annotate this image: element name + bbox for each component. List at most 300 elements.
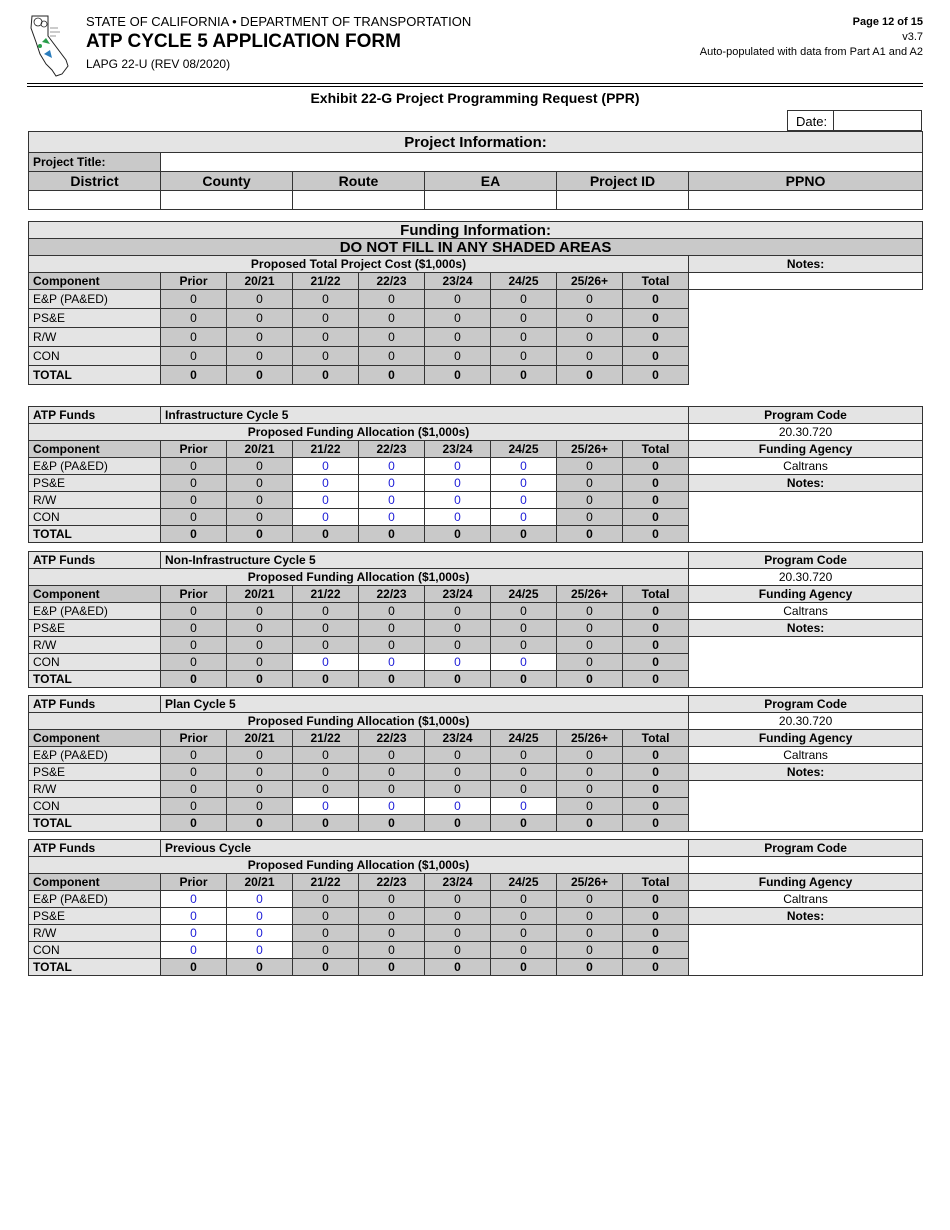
cell-total: 0 <box>623 637 689 654</box>
cell-prior: 0 <box>161 328 227 347</box>
cell-25-26-plus: 0 <box>557 366 623 385</box>
agency-name: STATE OF CALIFORNIA • DEPARTMENT OF TRANSPORTATION <box>86 14 472 29</box>
cell-20-21: 0 <box>227 764 293 781</box>
cell-prior: 0 <box>161 654 227 671</box>
cell-21-22: 0 <box>293 347 359 366</box>
cell-21-22[interactable]: 0 <box>293 798 359 815</box>
notes-field[interactable] <box>689 781 923 832</box>
column-prior: Prior <box>161 586 227 603</box>
column-22-23: 22/23 <box>359 874 425 891</box>
fund-name: Non-Infrastructure Cycle 5 <box>161 552 689 569</box>
cell-23-24: 0 <box>425 925 491 942</box>
cell-23-24: 0 <box>425 747 491 764</box>
column-24-25: 24/25 <box>491 441 557 458</box>
row-ep-paed <box>29 891 923 908</box>
cell-22-23: 0 <box>359 781 425 798</box>
cell-22-23: 0 <box>359 815 425 832</box>
column-prior: Prior <box>161 874 227 891</box>
cell-21-22: 0 <box>293 603 359 620</box>
row-pse <box>29 620 923 637</box>
cell-20-21: 0 <box>227 603 293 620</box>
cell-23-24[interactable]: 0 <box>425 475 491 492</box>
cell-24-25[interactable]: 0 <box>491 458 557 475</box>
cell-prior: 0 <box>161 366 227 385</box>
caltrans-atp-logo <box>28 14 72 78</box>
form-title: ATP CYCLE 5 APPLICATION FORM <box>86 31 401 52</box>
cell-23-24: 0 <box>425 290 491 309</box>
cell-total: 0 <box>623 309 689 328</box>
program-code-value: 20.30.720 <box>689 569 923 586</box>
cell-21-22: 0 <box>293 891 359 908</box>
cell-20-21: 0 <box>227 815 293 832</box>
cell-25-26-plus: 0 <box>557 798 623 815</box>
total-project-cost-table <box>28 221 923 385</box>
fund-label: ATP Funds <box>29 696 161 713</box>
cell-22-23: 0 <box>359 908 425 925</box>
total-cost-subheading: Proposed Total Project Cost ($1,000s) <box>29 256 689 273</box>
column-ea: EA <box>425 172 557 191</box>
column-23-24: 23/24 <box>425 730 491 747</box>
cell-20-21: 0 <box>227 654 293 671</box>
component-label: CON <box>29 654 161 671</box>
cell-prior: 0 <box>161 347 227 366</box>
cell-24-25: 0 <box>491 959 557 976</box>
cell-23-24[interactable]: 0 <box>425 654 491 671</box>
cell-24-25: 0 <box>491 526 557 543</box>
notes-field[interactable] <box>689 492 923 543</box>
cell-total: 0 <box>623 492 689 509</box>
cell-20-21: 0 <box>227 509 293 526</box>
fund-name: Previous Cycle <box>161 840 689 857</box>
county-field[interactable] <box>161 191 293 210</box>
cell-25-26-plus: 0 <box>557 509 623 526</box>
column-20-21: 20/21 <box>227 441 293 458</box>
cell-24-25: 0 <box>491 637 557 654</box>
cell-total: 0 <box>623 654 689 671</box>
cell-total: 0 <box>623 925 689 942</box>
ppno-field[interactable] <box>689 191 923 210</box>
cell-24-25: 0 <box>491 671 557 688</box>
cell-24-25[interactable]: 0 <box>491 475 557 492</box>
cell-22-23: 0 <box>359 891 425 908</box>
column-23-24: 23/24 <box>425 874 491 891</box>
cell-24-25[interactable]: 0 <box>491 509 557 526</box>
cell-total: 0 <box>623 764 689 781</box>
column-21-22: 21/22 <box>293 874 359 891</box>
column-district: District <box>29 172 161 191</box>
cell-21-22: 0 <box>293 366 359 385</box>
cell-21-22: 0 <box>293 620 359 637</box>
cell-total: 0 <box>623 798 689 815</box>
cell-25-26-plus: 0 <box>557 959 623 976</box>
funding-agency-value: Caltrans <box>689 891 923 908</box>
cell-23-24[interactable]: 0 <box>425 798 491 815</box>
cell-20-21: 0 <box>227 671 293 688</box>
program-code-value: 20.30.720 <box>689 424 923 441</box>
cell-21-22: 0 <box>293 328 359 347</box>
cell-total: 0 <box>623 603 689 620</box>
cell-20-21: 0 <box>227 492 293 509</box>
allocation-subheading: Proposed Funding Allocation ($1,000s) <box>29 857 689 874</box>
cell-22-23: 0 <box>359 925 425 942</box>
cell-23-24: 0 <box>425 908 491 925</box>
funding-agency-label: Funding Agency <box>689 586 923 603</box>
cell-24-25: 0 <box>491 891 557 908</box>
cell-prior: 0 <box>161 959 227 976</box>
cell-20-21: 0 <box>227 637 293 654</box>
cell-prior[interactable]: 0 <box>161 925 227 942</box>
component-label: CON <box>29 942 161 959</box>
cell-21-22[interactable]: 0 <box>293 654 359 671</box>
program-code-value[interactable] <box>689 857 923 874</box>
funding-agency-label: Funding Agency <box>689 441 923 458</box>
funding-information-heading: Funding Information: <box>29 222 923 239</box>
component-label: PS&E <box>29 309 161 328</box>
cell-23-24: 0 <box>425 620 491 637</box>
row-rw <box>29 328 923 347</box>
notes-field[interactable] <box>689 273 923 290</box>
cell-prior: 0 <box>161 309 227 328</box>
funding-agency-value: Caltrans <box>689 747 923 764</box>
page-number: Page 12 of 15 <box>852 16 923 28</box>
fund-name: Plan Cycle 5 <box>161 696 689 713</box>
cell-22-23[interactable]: 0 <box>359 654 425 671</box>
cell-25-26-plus: 0 <box>557 637 623 654</box>
column-component: Component <box>29 874 161 891</box>
fund-label: ATP Funds <box>29 840 161 857</box>
cell-20-21: 0 <box>227 366 293 385</box>
cell-total: 0 <box>623 347 689 366</box>
column-24-25: 24/25 <box>491 874 557 891</box>
column-ppno: PPNO <box>689 172 923 191</box>
district-field[interactable] <box>29 191 161 210</box>
cell-prior[interactable]: 0 <box>161 908 227 925</box>
cell-25-26-plus: 0 <box>557 309 623 328</box>
notes-label: Notes: <box>689 764 923 781</box>
auto-populated-note: Auto-populated with data from Part A1 and A2 <box>699 46 923 58</box>
cell-22-23: 0 <box>359 764 425 781</box>
component-label: PS&E <box>29 908 161 925</box>
fund-label: ATP Funds <box>29 407 161 424</box>
column-23-24: 23/24 <box>425 441 491 458</box>
cell-24-25[interactable]: 0 <box>491 798 557 815</box>
column-component: Component <box>29 586 161 603</box>
funding-agency-value: Caltrans <box>689 603 923 620</box>
project-information-heading: Project Information: <box>29 132 923 153</box>
allocation-subheading: Proposed Funding Allocation ($1,000s) <box>29 424 689 441</box>
program-code-label: Program Code <box>689 552 923 569</box>
cell-21-22: 0 <box>293 637 359 654</box>
cell-20-21[interactable]: 0 <box>227 891 293 908</box>
column-22-23: 22/23 <box>359 586 425 603</box>
component-label: E&P (PA&ED) <box>29 891 161 908</box>
cell-25-26-plus: 0 <box>557 347 623 366</box>
row-rw <box>29 781 923 798</box>
cell-25-26-plus: 0 <box>557 925 623 942</box>
column-20-21: 20/21 <box>227 874 293 891</box>
cell-21-22[interactable]: 0 <box>293 492 359 509</box>
cell-23-24: 0 <box>425 309 491 328</box>
cell-20-21: 0 <box>227 526 293 543</box>
cell-prior[interactable]: 0 <box>161 942 227 959</box>
cell-prior: 0 <box>161 798 227 815</box>
cell-25-26-plus: 0 <box>557 620 623 637</box>
form-version: v3.7 <box>902 31 923 43</box>
cell-23-24: 0 <box>425 366 491 385</box>
cell-total: 0 <box>623 908 689 925</box>
column-total: Total <box>623 273 689 290</box>
cell-prior: 0 <box>161 671 227 688</box>
cell-22-23: 0 <box>359 620 425 637</box>
column-total: Total <box>623 730 689 747</box>
column-20-21: 20/21 <box>227 586 293 603</box>
cell-prior: 0 <box>161 764 227 781</box>
cell-total: 0 <box>623 620 689 637</box>
cell-22-23[interactable]: 0 <box>359 475 425 492</box>
cell-23-24[interactable]: 0 <box>425 458 491 475</box>
cell-20-21: 0 <box>227 475 293 492</box>
cell-23-24: 0 <box>425 526 491 543</box>
allocation-subheading: Proposed Funding Allocation ($1,000s) <box>29 713 689 730</box>
cell-25-26-plus: 0 <box>557 764 623 781</box>
row-con <box>29 347 923 366</box>
cell-22-23: 0 <box>359 309 425 328</box>
cell-21-22[interactable]: 0 <box>293 509 359 526</box>
cell-22-23[interactable]: 0 <box>359 509 425 526</box>
cell-22-23: 0 <box>359 328 425 347</box>
component-label: R/W <box>29 492 161 509</box>
cell-24-25: 0 <box>491 925 557 942</box>
cell-23-24: 0 <box>425 328 491 347</box>
cell-24-25[interactable]: 0 <box>491 492 557 509</box>
cell-25-26-plus: 0 <box>557 290 623 309</box>
cell-prior: 0 <box>161 290 227 309</box>
cell-25-26-plus: 0 <box>557 526 623 543</box>
row-pse <box>29 475 923 492</box>
cell-21-22: 0 <box>293 815 359 832</box>
cell-22-23: 0 <box>359 671 425 688</box>
cell-24-25: 0 <box>491 764 557 781</box>
cell-24-25: 0 <box>491 781 557 798</box>
cell-25-26-plus: 0 <box>557 654 623 671</box>
column-21-22: 21/22 <box>293 586 359 603</box>
cell-21-22[interactable]: 0 <box>293 475 359 492</box>
notes-field[interactable] <box>689 637 923 688</box>
column-prior: Prior <box>161 730 227 747</box>
date-input[interactable] <box>833 110 923 131</box>
cell-24-25: 0 <box>491 366 557 385</box>
cell-total: 0 <box>623 458 689 475</box>
fund-section-table <box>28 551 923 688</box>
project-information-table <box>28 131 923 210</box>
column-prior: Prior <box>161 441 227 458</box>
column-project-id: Project ID <box>557 172 689 191</box>
fund-section-table <box>28 839 923 976</box>
column-22-23: 22/23 <box>359 273 425 290</box>
cell-23-24: 0 <box>425 671 491 688</box>
cell-prior: 0 <box>161 475 227 492</box>
cell-22-23: 0 <box>359 959 425 976</box>
cell-total: 0 <box>623 959 689 976</box>
cell-21-22[interactable]: 0 <box>293 458 359 475</box>
column-25-26-plus: 25/26+ <box>557 730 623 747</box>
cell-prior: 0 <box>161 603 227 620</box>
cell-23-24: 0 <box>425 764 491 781</box>
project-title-field[interactable] <box>161 153 923 172</box>
component-label: PS&E <box>29 620 161 637</box>
cell-22-23: 0 <box>359 290 425 309</box>
column-route: Route <box>293 172 425 191</box>
component-label: E&P (PA&ED) <box>29 747 161 764</box>
cell-22-23[interactable]: 0 <box>359 492 425 509</box>
cell-21-22: 0 <box>293 925 359 942</box>
cell-prior: 0 <box>161 637 227 654</box>
cell-25-26-plus: 0 <box>557 747 623 764</box>
cell-20-21: 0 <box>227 458 293 475</box>
cell-23-24[interactable]: 0 <box>425 509 491 526</box>
cell-21-22: 0 <box>293 781 359 798</box>
cell-total: 0 <box>623 942 689 959</box>
cell-22-23: 0 <box>359 747 425 764</box>
cell-21-22: 0 <box>293 908 359 925</box>
row-total <box>29 366 923 385</box>
date-label: Date: <box>796 114 828 129</box>
cell-24-25: 0 <box>491 908 557 925</box>
column-24-25: 24/25 <box>491 730 557 747</box>
cell-total: 0 <box>623 328 689 347</box>
row-rw <box>29 637 923 654</box>
funding-agency-label: Funding Agency <box>689 730 923 747</box>
row-pse <box>29 309 923 328</box>
cell-total: 0 <box>623 509 689 526</box>
cell-21-22: 0 <box>293 959 359 976</box>
column-22-23: 22/23 <box>359 730 425 747</box>
cell-22-23: 0 <box>359 637 425 654</box>
cell-22-23: 0 <box>359 603 425 620</box>
cell-20-21: 0 <box>227 309 293 328</box>
route-field[interactable] <box>293 191 425 210</box>
cell-25-26-plus: 0 <box>557 492 623 509</box>
component-label: PS&E <box>29 764 161 781</box>
cell-25-26-plus: 0 <box>557 908 623 925</box>
cell-25-26-plus: 0 <box>557 815 623 832</box>
cell-24-25: 0 <box>491 328 557 347</box>
notes-label: Notes: <box>689 256 923 273</box>
row-rw <box>29 492 923 509</box>
component-label: R/W <box>29 637 161 654</box>
cell-23-24: 0 <box>425 815 491 832</box>
cell-20-21: 0 <box>227 781 293 798</box>
cell-25-26-plus: 0 <box>557 942 623 959</box>
cell-24-25: 0 <box>491 815 557 832</box>
cell-25-26-plus: 0 <box>557 475 623 492</box>
column-25-26-plus: 25/26+ <box>557 273 623 290</box>
funding-agency-label: Funding Agency <box>689 874 923 891</box>
cell-20-21: 0 <box>227 347 293 366</box>
cell-22-23: 0 <box>359 366 425 385</box>
cell-20-21[interactable]: 0 <box>227 925 293 942</box>
cell-total: 0 <box>623 290 689 309</box>
cell-22-23: 0 <box>359 942 425 959</box>
cell-prior: 0 <box>161 458 227 475</box>
cell-22-23[interactable]: 0 <box>359 458 425 475</box>
ea-field[interactable] <box>425 191 557 210</box>
column-22-23: 22/23 <box>359 441 425 458</box>
cell-21-22: 0 <box>293 290 359 309</box>
cell-20-21: 0 <box>227 747 293 764</box>
cell-23-24: 0 <box>425 637 491 654</box>
cell-20-21[interactable]: 0 <box>227 942 293 959</box>
notes-label: Notes: <box>689 475 923 492</box>
component-label: R/W <box>29 781 161 798</box>
column-24-25: 24/25 <box>491 273 557 290</box>
row-pse <box>29 908 923 925</box>
cell-prior: 0 <box>161 815 227 832</box>
cell-total: 0 <box>623 671 689 688</box>
row-ep-paed <box>29 603 923 620</box>
cell-20-21: 0 <box>227 620 293 637</box>
program-code-label: Program Code <box>689 407 923 424</box>
cell-total: 0 <box>623 747 689 764</box>
cell-24-25[interactable]: 0 <box>491 654 557 671</box>
cell-21-22: 0 <box>293 942 359 959</box>
cell-prior[interactable]: 0 <box>161 891 227 908</box>
row-pse <box>29 764 923 781</box>
notes-label: Notes: <box>689 908 923 925</box>
column-25-26-plus: 25/26+ <box>557 586 623 603</box>
cell-25-26-plus: 0 <box>557 603 623 620</box>
column-25-26-plus: 25/26+ <box>557 874 623 891</box>
cell-21-22: 0 <box>293 747 359 764</box>
column-total: Total <box>623 441 689 458</box>
column-component: Component <box>29 441 161 458</box>
column-component: Component <box>29 273 161 290</box>
cell-23-24: 0 <box>425 942 491 959</box>
cell-24-25: 0 <box>491 290 557 309</box>
component-label: TOTAL <box>29 526 161 543</box>
cell-prior: 0 <box>161 781 227 798</box>
cell-24-25: 0 <box>491 309 557 328</box>
column-21-22: 21/22 <box>293 730 359 747</box>
cell-25-26-plus: 0 <box>557 458 623 475</box>
funding-agency-value: Caltrans <box>689 458 923 475</box>
fund-section-table <box>28 695 923 832</box>
cell-23-24[interactable]: 0 <box>425 492 491 509</box>
shaded-areas-warning: DO NOT FILL IN ANY SHADED AREAS <box>29 239 923 256</box>
cell-25-26-plus: 0 <box>557 781 623 798</box>
cell-20-21: 0 <box>227 959 293 976</box>
column-total: Total <box>623 586 689 603</box>
component-label: R/W <box>29 925 161 942</box>
cell-22-23[interactable]: 0 <box>359 798 425 815</box>
cell-20-21[interactable]: 0 <box>227 908 293 925</box>
component-label: E&P (PA&ED) <box>29 458 161 475</box>
header-divider <box>27 83 923 84</box>
notes-label: Notes: <box>689 620 923 637</box>
cell-20-21: 0 <box>227 290 293 309</box>
column-24-25: 24/25 <box>491 586 557 603</box>
cell-23-24: 0 <box>425 891 491 908</box>
project-id-field[interactable] <box>557 191 689 210</box>
notes-field[interactable] <box>689 925 923 976</box>
cell-22-23: 0 <box>359 347 425 366</box>
program-code-label: Program Code <box>689 696 923 713</box>
column-prior: Prior <box>161 273 227 290</box>
date-field <box>787 110 922 131</box>
cell-23-24: 0 <box>425 959 491 976</box>
cell-total: 0 <box>623 366 689 385</box>
cell-total: 0 <box>623 891 689 908</box>
